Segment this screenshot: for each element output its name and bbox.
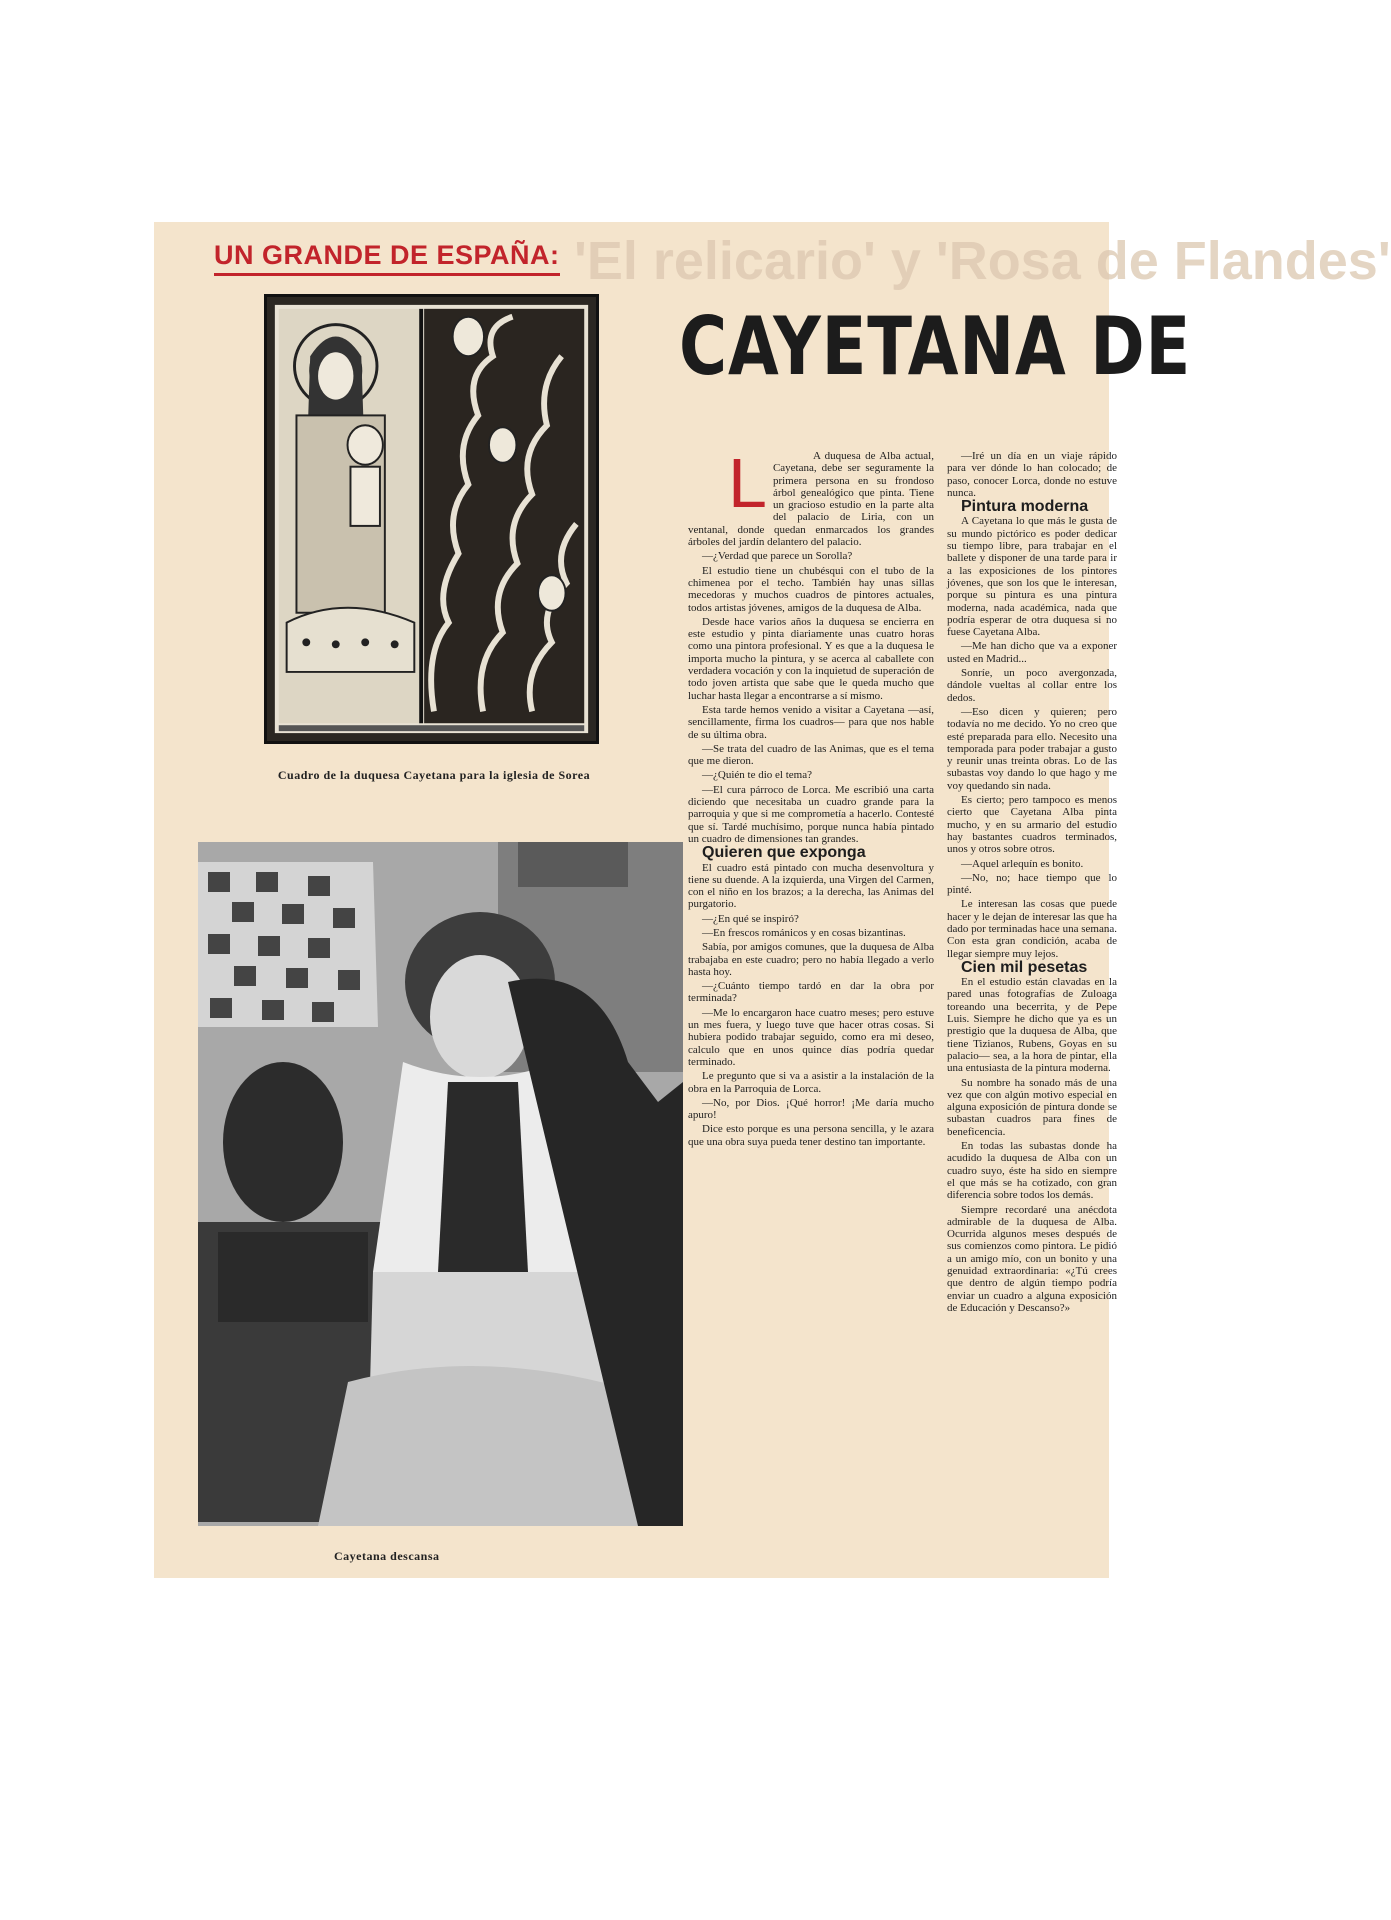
drop-cap: L <box>728 444 767 522</box>
paragraph: —En frescos románicos y en cosas bizantinas. <box>702 926 906 939</box>
paragraph: El estudio tiene un chubésqui con el tubo de la chimenea por el techo. También hay unas sillas mecedoras y muchos cuadros de pintores actuales, todos artistas jóvenes, amigos de la duquesa de Alba. <box>688 564 934 614</box>
subheading: Pintura moderna <box>961 498 1089 516</box>
article-column-3 <box>947 450 1117 1316</box>
paragraph: —El cura párroco de Lorca. Me escribió una carta diciendo que necesitaba un cuadro grande para la parroquia y que si me comprometía a hacerlo. Contesté que sí. Tardé muchísimo, porque nunca había pintado un cuadro de dimensiones tan grandes. <box>688 783 934 845</box>
paragraph: —Aquel arlequín es bonito. <box>961 857 1084 870</box>
painting-caption: Cuadro de la duquesa Cayetana para la iglesia de Sorea <box>277 768 591 782</box>
paragraph: Desde hace varios años la duquesa se encierra en este estudio y pinta diariamente unas cuatro horas como una pintora profesional. Y es que a la duquesa le importa mucho la pintura, y se acerca al caballete con verdadera vocación y con la inquietud de superación de todo joven artista que sabe que le queda mucho que luchar hasta llegar a encontrarse a sí mismo. <box>688 615 934 702</box>
article-column-2 <box>688 444 934 1150</box>
paragraph: En todas las subastas donde ha acudido la duquesa de Alba con un cuadro suyo, éste ha sido en siempre el que más se ha cotizado, con gran diferencia sobre todos los demás. <box>947 1140 1117 1202</box>
magazine-page <box>154 222 1391 1578</box>
headline: CAYETANA DE <box>679 300 1192 393</box>
paragraph: Su nombre ha sonado más de una vez que con algún motivo especial en alguna exposición de pintura donde se subastan cuadros para fines de beneficencia. <box>947 1076 1117 1138</box>
section-kicker: UN GRANDE DE ESPAÑA: <box>214 240 560 276</box>
paragraph: —¿Quién te dio el tema? <box>702 769 812 782</box>
paragraph: —Iré un día en un viaje rápido para ver dónde lo han colocado; de paso, conocer Lorca, donde no estuve nunca. <box>947 450 1117 499</box>
paragraph: —No, por Dios. ¡Qué horror! ¡Me daría mucho apuro! <box>688 1096 934 1122</box>
photo-caption: Cayetana descansa <box>334 1549 440 1563</box>
paragraph: —Eso dicen y quieren; pero todavía no me decido. Yo no creo que esté preparada para ello. Necesito una temporada para poder trabajar a gusto y reunir unas treinta obras. Lo de las subastas voy dando lo que hago y me voy quedando sin nada. <box>947 705 1117 792</box>
paragraph: Esta tarde hemos venido a visitar a Cayetana —así, sencillamente, firma los cuadros— para que nos hable de su última obra. <box>688 703 934 741</box>
lead-paragraph: L A duquesa de Alba actual, Cayetana, debe ser seguramente la primera persona en su frondoso árbol genealógico que pinta. Tiene un gracioso estudio en la parte alta del palacio de Liria, con un ventanal, donde quedan enmarcados los grandes árboles del jardín delantero del palacio. <box>688 444 934 549</box>
paragraph: —No, no; hace tiempo que lo pinté. <box>947 871 1117 897</box>
painting-photo <box>264 294 599 744</box>
ghost-bleed-header: 'El relicario' y 'Rosa de Flandes' <box>574 231 1391 291</box>
paragraph: Le interesan las cosas que puede hacer y le dejan de interesar las que ha dado por terminadas hace una semana. Con esta gran condición, acaba de llegar siempre muy lejos. <box>947 898 1117 960</box>
paragraph: Siempre recordaré una anécdota admirable de la duquesa de Alba. Ocurrida algunos meses después de sus comienzos como pintora. Le pidió a un amigo mío, con un bonito y una genuidad extraordinaria: «¿Tú crees que dentro de algún tiempo podría enviar un cuadro a alguna exposición de Educación y Descanso?» <box>947 1203 1117 1314</box>
subheading: Cien mil pesetas <box>961 958 1088 976</box>
paragraph: Sabía, por amigos comunes, que la duquesa de Alba trabajaba en este cuadro; pero no había llegado a verlo hasta hoy. <box>688 941 934 978</box>
subheading: Quieren que exponga <box>702 844 866 862</box>
paragraph: Es cierto; pero tampoco es menos cierto que Cayetana Alba pinta mucho, y en su armario del estudio hay bastantes cuadros terminados, unos y otros sobre otros. <box>947 794 1117 856</box>
paragraph: En el estudio están clavadas en la pared unas fotografías de Zuloaga toreando una becerrita, y de Pepe Luis. Siempre he dicho que ya es un prestigio que la duquesa de Alba, que tiene Tizianos, Rubens, Goyas en su palacio— sea, a la hora de pintar, ella una entusiasta de la pintura moderna. <box>947 976 1117 1075</box>
paragraph: A Cayetana lo que más le gusta de su mundo pictórico es poder dedicar su tiempo libre, para trabajar en el ballete y disponer de una tarde para ir a las exposiciones de los pintores jóvenes, que son los que le interesan, porque su pintura es una pintura moderna, nada académica, nada que podría esperar de otra duquesa si no fuese Cayetana Alba. <box>947 515 1117 639</box>
paragraph: —Me lo encargaron hace cuatro meses; pero estuve un mes fuera, y luego tuve que hacer otras cosas. Si hubiera podido trabajar seguido, como era mi deseo, calculo que en unos quince días podría quedar terminado. <box>688 1006 934 1068</box>
paragraph: —¿Verdad que parece un Sorolla? <box>702 550 853 563</box>
portrait-photo <box>198 842 683 1526</box>
paragraph: —¿Cuánto tiempo tardó en dar la obra por terminada? <box>688 980 934 1005</box>
paragraph: Dice esto porque es una persona sencilla, y le azara que una obra suya pueda tener destino tan importante. <box>688 1123 934 1148</box>
paragraph: —Se trata del cuadro de las Animas, que es el tema que me dieron. <box>688 742 934 768</box>
paragraph: Le pregunto que si va a asistir a la instalación de la obra en la Parroquia de Lorca. <box>688 1070 934 1095</box>
paragraph: —Me han dicho que va a exponer usted en Madrid... <box>947 640 1117 665</box>
paragraph: —¿En qué se inspiró? <box>702 912 799 925</box>
paragraph: Sonríe, un poco avergonzada, dándole vueltas al collar entre los dedos. <box>947 667 1117 704</box>
paragraph: El cuadro está pintado con mucha desenvoltura y tiene su duende. A la izquierda, una Virgen del Carmen, con el niño en los brazos; a la derecha, las Animas del purgatorio. <box>688 861 934 911</box>
